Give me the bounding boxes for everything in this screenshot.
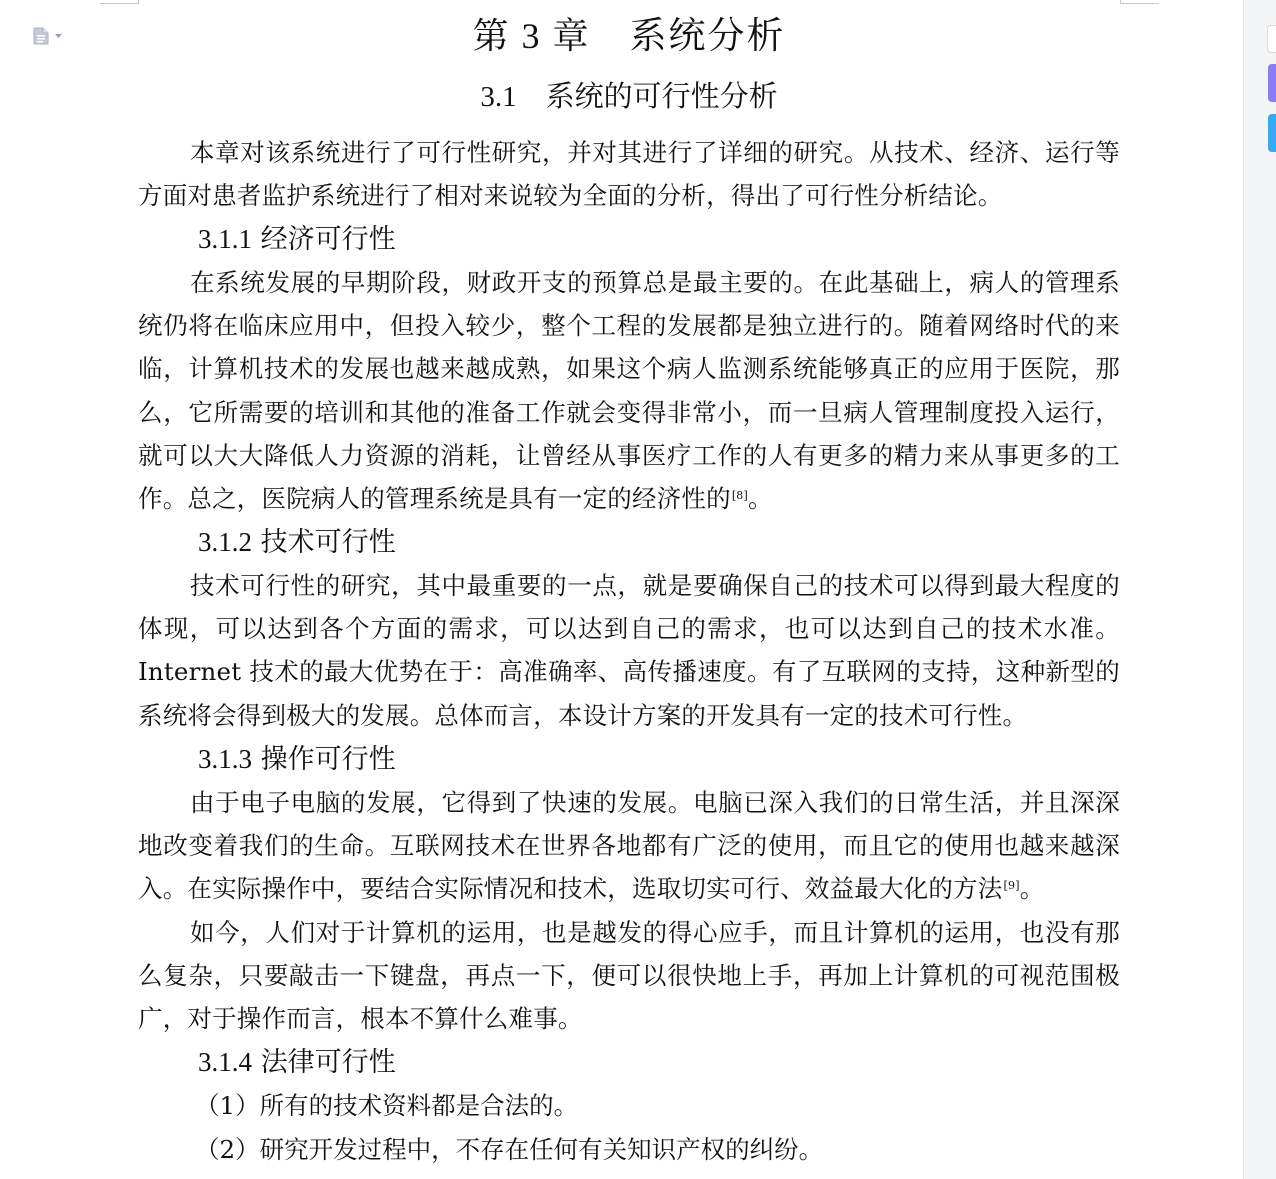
subsection-number: 3.1.2 [198, 527, 252, 557]
margin-marker-right [1120, 0, 1159, 4]
chapter-title-text: 系统分析 [629, 14, 786, 57]
side-tab-blue[interactable] [1268, 114, 1276, 152]
operation-paragraph [138, 781, 1120, 911]
section-title [138, 76, 1120, 117]
intro-paragraph: 本章对该系统进行了可行性研究，并对其进行了详细的研究。从技术、经济、运行等方面对患者监护系统进行了相对来说较为全面的分析，得出了可行性分析结论。 [138, 138, 1120, 211]
subsection-title: 技术可行性 [260, 527, 396, 558]
subsection-title: 法律可行性 [260, 1047, 396, 1078]
subsection-number: 3.1.3 [198, 744, 252, 774]
document-menu-button[interactable] [33, 27, 69, 45]
subsection-number: 3.1.1 [198, 224, 252, 254]
subsection-title: 操作可行性 [260, 744, 396, 775]
paragraph-text: 由于电子电脑的发展，它得到了快速的发展。电脑已深入我们的日常生活，并且深深地改变着我们的生命。互联网技术在世界各地都有广泛的使用，而且它的使用也越来越深入。在实际操作中，要结合实际情况和技术，选取切实可行、效益最大化的方法 [138, 788, 1120, 904]
subsection-heading [198, 522, 396, 563]
paragraph-end: 。 [748, 484, 773, 514]
economic-paragraph [138, 261, 1120, 520]
operation-paragraph-2: 如今，人们对于计算机的运用，也是越发的得心应手，而且计算机的运用，也没有那么复杂，只要敲击一下键盘，再点一下，便可以很快地上手，再加上计算机的可视范围极广，对于操作而言，根本不算什么难事。 [138, 918, 1120, 1034]
paragraph-text: 在系统发展的早期阶段，财政开支的预算总是最主要的。在此基础上，病人的管理系统仍将在临床应用中，但投入较少，整个工程的发展都是独立进行的。随着网络时代的来临，计算机技术的发展也越来越成熟，如果这个病人监测系统能够真正的应用于医院，那么，它所需要的培训和其他的准备工作就会变得非常小，而一旦病人管理制度投入运行，就可以大大降低人力资源的消耗，让曾经从事医疗工作的人有更多的精力来从事更多的工作。总之，医院病人的管理系统是具有一定的经济性的 [138, 268, 1120, 514]
subsection-heading [198, 219, 396, 260]
subsection-title: 经济可行性 [260, 224, 396, 255]
list-item: （1）所有的技术资料都是合法的。 [195, 1091, 579, 1120]
chapter-title [138, 12, 1120, 60]
list-item: （2）研究开发过程中，不存在任何有关知识产权的纠纷。 [195, 1135, 824, 1164]
panel-toggle-button[interactable] [1267, 25, 1276, 53]
paragraph-end: 。 [1019, 874, 1045, 904]
section-number: 3.1 [480, 81, 517, 113]
citation-link[interactable]: [9] [1003, 879, 1020, 893]
document-icon [33, 27, 49, 45]
subsection-number: 3.1.4 [198, 1047, 252, 1077]
technical-paragraph: 技术可行性的研究，其中最重要的一点，就是要确保自己的技术可以得到最大程度的体现，可以达到各个方面的需求，可以达到自己的需求，也可以达到自己的技术水准。Internet 技术的最大优势在于：高准确率、高传播速度。有了互联网的支持，这种新型的系统将会得到极大的发展。总体而言，本设计方案的开发具有一定的技术可行性。 [138, 571, 1120, 730]
side-tab-purple[interactable] [1268, 64, 1276, 102]
caret-down-icon [55, 34, 62, 39]
section-title-text: 系统的可行性分析 [545, 79, 778, 113]
subsection-heading [198, 739, 396, 780]
citation-link[interactable]: [8] [731, 489, 748, 503]
side-panel-strip [1243, 0, 1276, 1179]
chapter-number: 第 3 章 [472, 16, 591, 56]
subsection-heading [198, 1042, 396, 1083]
margin-marker-left [100, 0, 139, 4]
